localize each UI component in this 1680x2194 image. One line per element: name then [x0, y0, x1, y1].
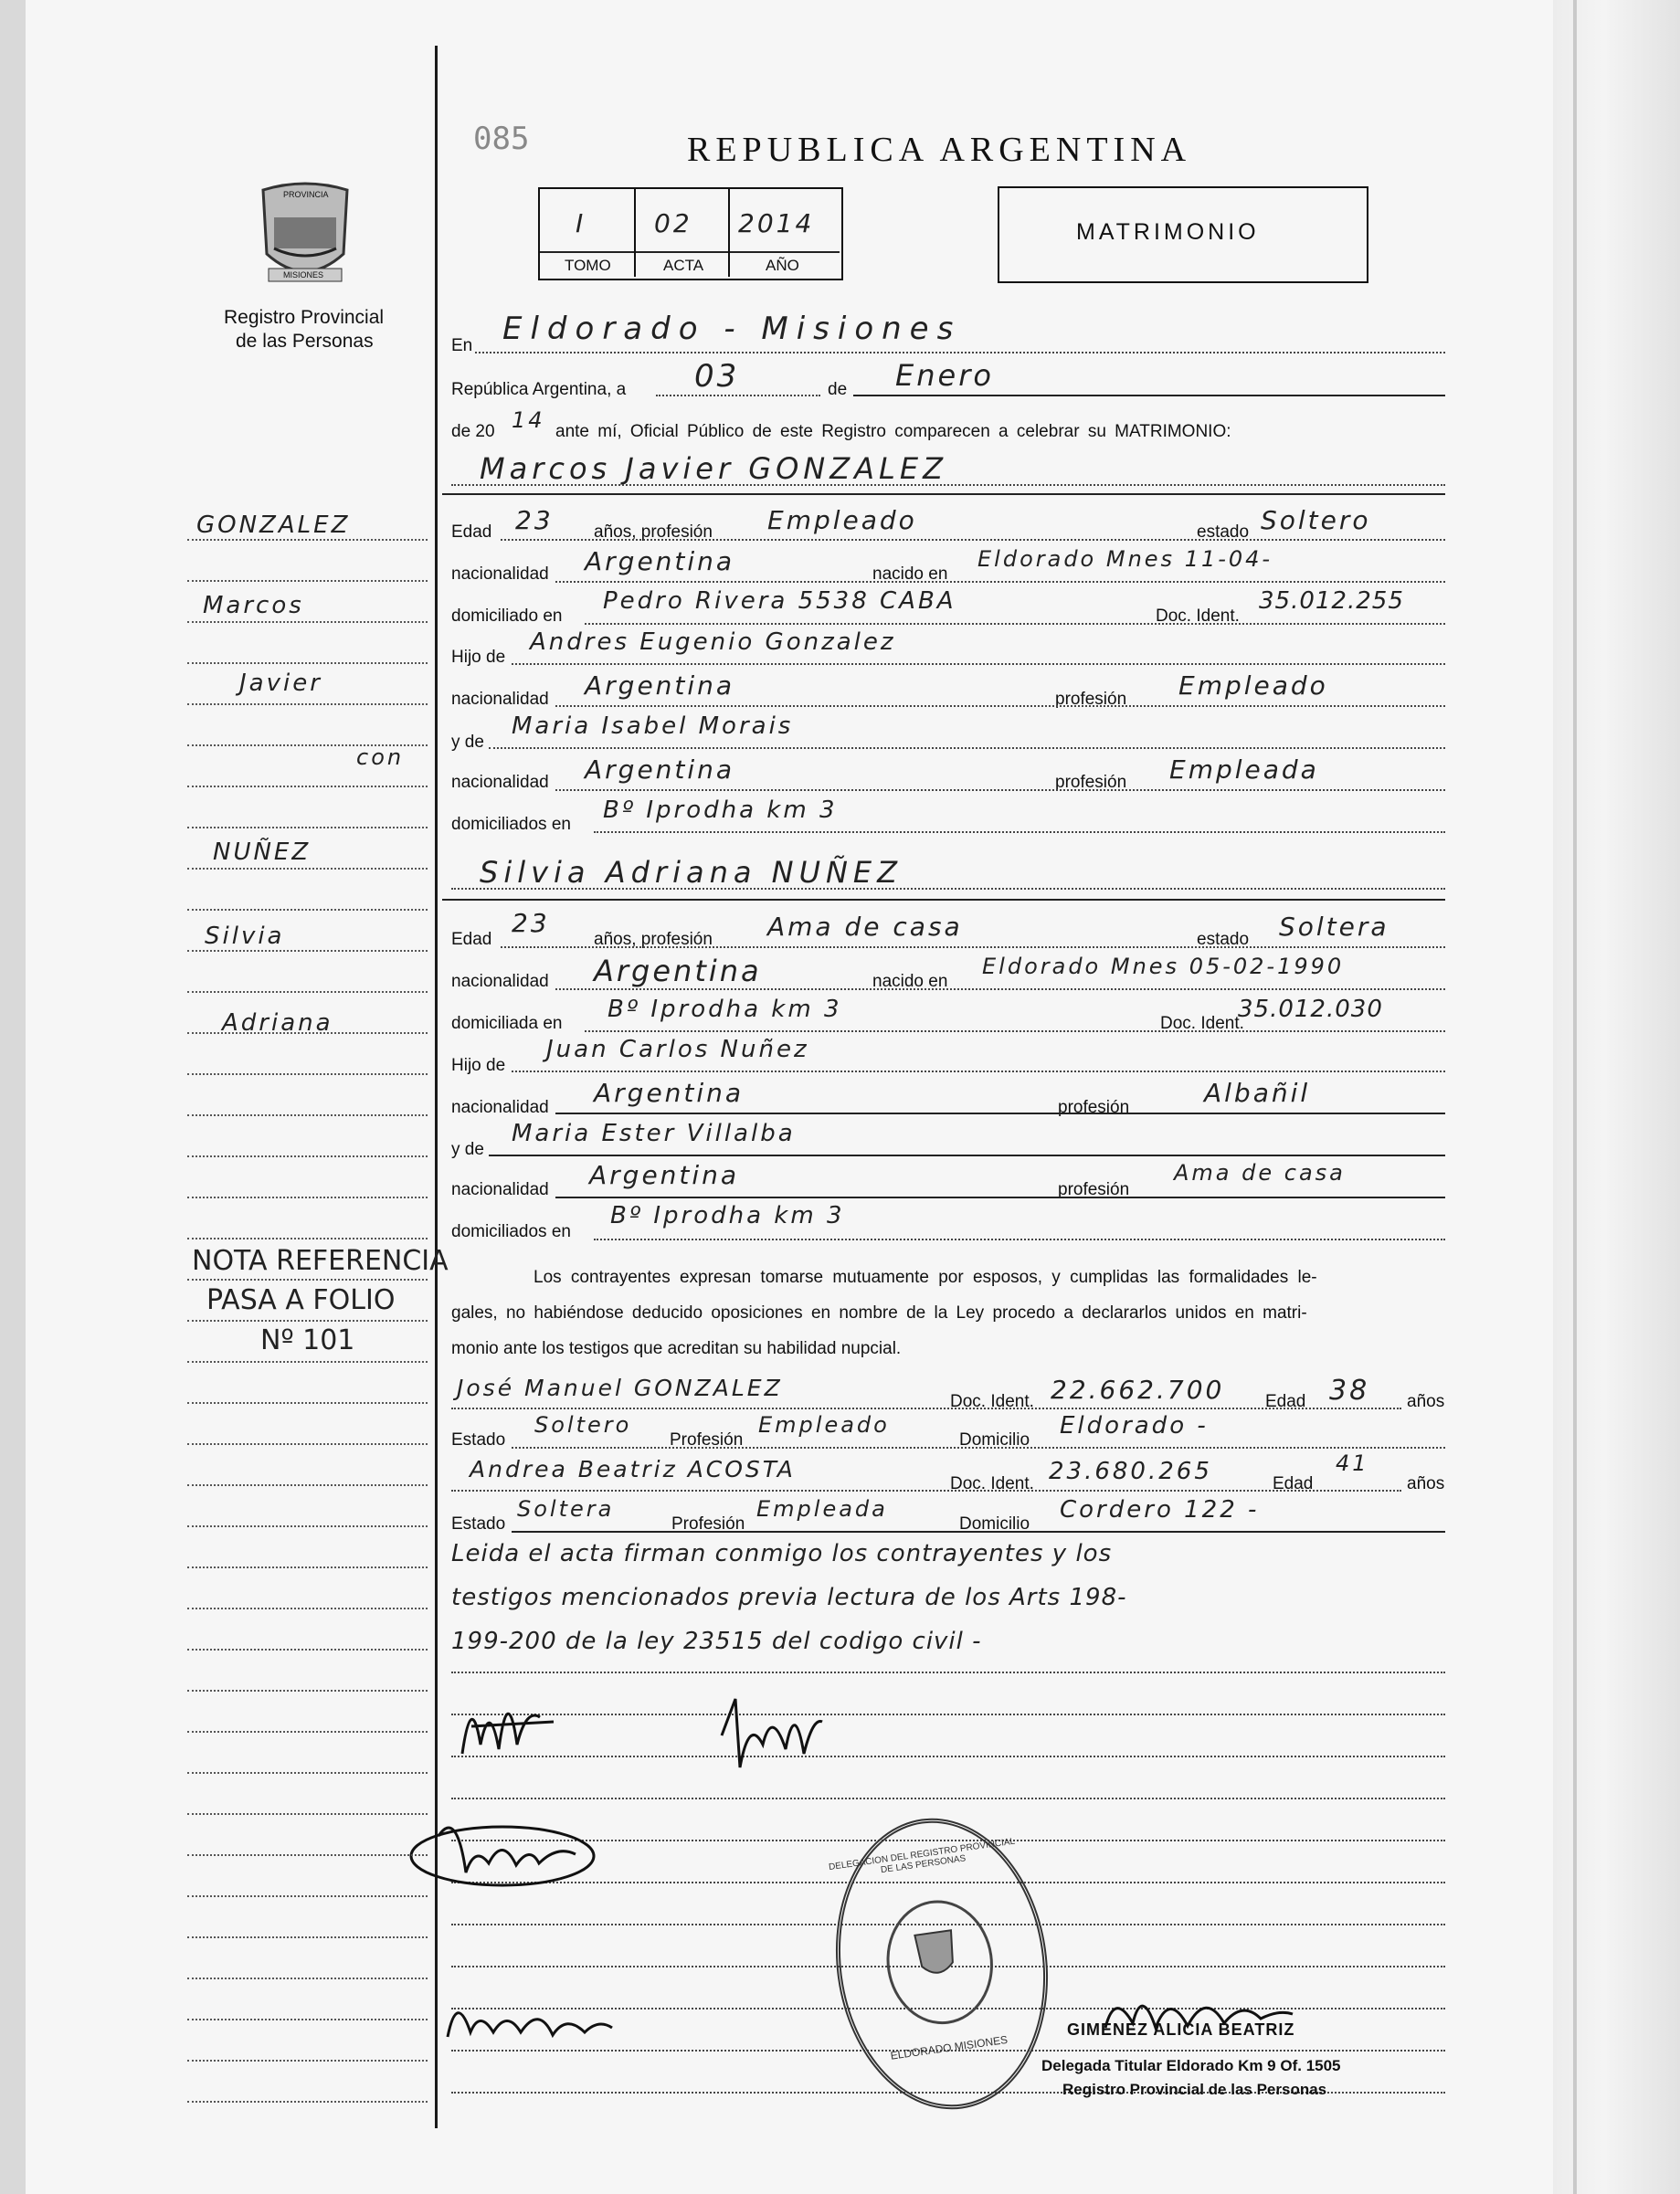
bride-estado-label: estado [1197, 930, 1250, 949]
witness2-name: Andrea Beatriz ACOSTA [470, 1456, 796, 1482]
registry-emblem [256, 181, 354, 290]
year-suffix: 14 [512, 407, 545, 433]
groom-estado-label: estado [1197, 522, 1250, 542]
bride-mother-prof-label: profesión [1058, 1180, 1130, 1199]
margin-ruled-line [187, 1155, 428, 1157]
margin-note-line3: Nº 101 [260, 1324, 355, 1356]
margin-ruled-line [187, 909, 428, 911]
groom-edad-label: Edad [451, 522, 492, 542]
bride-nat-label: nacionalidad [451, 972, 549, 991]
margin-ruled-line [187, 1772, 428, 1774]
declaration-line3: monio ante los testigos que acreditan su habilidad nupcial. [451, 1339, 902, 1358]
witness1-estado-label: Estado [451, 1430, 506, 1450]
month-value: Enero [895, 358, 994, 393]
ruled-line [451, 1672, 1445, 1673]
bride-mother-label: y de [451, 1140, 484, 1159]
bride-father-nat-label: nacionalidad [451, 1098, 549, 1117]
witness1-doc-label: Doc. Ident. [950, 1392, 1034, 1411]
margin-ruled-line [187, 2019, 428, 2020]
tomo-value: I [576, 208, 586, 238]
witness1-doc: 22.662.700 [1051, 1375, 1225, 1405]
margin-ruled-line [187, 1197, 428, 1198]
margin-name-given2: Javier [239, 670, 322, 697]
margin-ruled-line [187, 580, 428, 582]
year-prefix: de 20 [451, 422, 495, 441]
bride-father-prof: Albañil [1204, 1078, 1311, 1108]
bride-father-nat: Argentina [594, 1078, 745, 1108]
witness2-estado-label: Estado [451, 1514, 506, 1534]
groom-father-nat-label: nacionalidad [451, 690, 549, 709]
witness2-doc: 23.680.265 [1049, 1458, 1212, 1485]
groom-age: 23 [515, 505, 554, 535]
margin-note-line2: PASA A FOLIO [206, 1284, 396, 1316]
margin-name-surname1: GONZALEZ [196, 512, 351, 539]
bride-edad-label: Edad [451, 930, 492, 949]
folio-number: 085 [473, 121, 530, 157]
margin-ruled-line [187, 1731, 428, 1733]
margin-ruled-line [187, 1361, 428, 1363]
margin-ruled-line [187, 1566, 428, 1568]
groom-nat-label: nacionalidad [451, 564, 549, 584]
acta-value: 02 [654, 208, 692, 238]
acta-label: ACTA [663, 257, 704, 274]
witness1-prof-label: Profesión [670, 1430, 744, 1450]
bride-estado: Soltera [1279, 912, 1389, 942]
margin-ruled-line [187, 991, 428, 993]
page-edge [1553, 0, 1680, 2194]
bride-parents-dom-label: domiciliados en [451, 1222, 571, 1241]
groom-address: Pedro Rivera 5538 CABA [603, 587, 956, 615]
bride-mother: Maria Ester Villalba [512, 1120, 796, 1147]
margin-ruled-line [187, 1279, 428, 1281]
witness1-anos: años [1407, 1392, 1445, 1411]
intro-sentence: ante mí, Oficial Público de este Registro comparecen a celebrar su MATRIMONIO: [555, 422, 1231, 441]
delegate-registry: Registro Provincial de las Personas [1062, 2081, 1327, 2098]
seal-city: ELDORADO MISIONES [889, 2032, 1009, 2062]
declaration-line1: Los contrayentes expresan tomarse mutuamente por esposos, y cumplidas las formalidades le- [534, 1268, 1317, 1287]
margin-ruled-line [187, 1690, 428, 1692]
groom-doc: 35.012.255 [1259, 587, 1404, 615]
ruled-line [451, 1714, 1445, 1715]
witness1-prof: Empleado [758, 1412, 890, 1438]
groom-parents-dom-label: domiciliados en [451, 815, 571, 834]
closing-line1: Leida el acta firman conmigo los contrayentes y los [451, 1540, 1113, 1567]
margin-name-given3: Silvia [205, 923, 285, 950]
emblem-text-top: PROVINCIA [283, 190, 329, 199]
margin-ruled-line [187, 1895, 428, 1897]
margin-ruled-line [187, 539, 428, 541]
delegate-title: Delegada Titular Eldorado Km 9 Of. 1505 [1041, 2057, 1341, 2074]
groom-father-nat: Argentina [585, 670, 735, 701]
bride-father-prof-label: profesión [1058, 1098, 1130, 1117]
groom-father-prof-label: profesión [1055, 690, 1127, 709]
signature-witness1 [402, 1799, 612, 1900]
groom-father: Andres Eugenio Gonzalez [530, 628, 896, 656]
margin-ruled-line [187, 621, 428, 623]
margin-ruled-line [187, 1402, 428, 1404]
margin-ruled-line [187, 950, 428, 952]
groom-mother-prof: Empleada [1169, 754, 1319, 785]
witness2-anos: años [1407, 1474, 1445, 1493]
bride-doc: 35.012.030 [1238, 996, 1383, 1023]
record-type: MATRIMONIO [1076, 219, 1260, 245]
bride-parents-dom: Bº Iprodha km 3 [610, 1202, 845, 1229]
margin-ruled-line [187, 1114, 428, 1116]
margin-note-line1: NOTA REFERENCIA [192, 1245, 449, 1277]
witness1-domicile: Eldorado - [1060, 1412, 1209, 1440]
margin-name-given1: Marcos [203, 592, 304, 619]
tomo-label: TOMO [565, 257, 611, 274]
signature-witness2 [438, 1982, 621, 2055]
witness2-doc-label: Doc. Ident. [950, 1474, 1034, 1493]
margin-ruled-line [187, 827, 428, 828]
margin-ruled-line [187, 2060, 428, 2062]
closing-line2: testigos mencionados previa lectura de los Arts 198- [451, 1584, 1127, 1611]
bride-doc-label: Doc. Ident. [1160, 1014, 1244, 1033]
en-label: En [451, 336, 473, 355]
witness2-age: 41 [1336, 1450, 1369, 1476]
groom-estado: Soltero [1261, 505, 1371, 535]
margin-ruled-line [187, 2101, 428, 2103]
witness2-prof-label: Profesión [671, 1514, 745, 1534]
witness1-age: 38 [1329, 1375, 1370, 1407]
anio-value: 2014 [738, 208, 815, 238]
groom-mother: Maria Isabel Morais [512, 712, 794, 740]
margin-ruled-line [187, 868, 428, 870]
witness2-edad-label: Edad [1273, 1474, 1314, 1493]
delegate-name: GIMENEZ ALICIA BEATRIZ [1067, 2020, 1295, 2039]
signature-bride [713, 1681, 831, 1781]
groom-father-prof: Empleado [1178, 670, 1328, 701]
bride-dom-label: domiciliada en [451, 1014, 563, 1033]
anio-label: AÑO [766, 257, 799, 274]
groom-mother-nat-label: nacionalidad [451, 773, 549, 792]
bride-father: Juan Carlos Nuñez [546, 1036, 809, 1063]
groom-profession: Empleado [767, 505, 917, 535]
bride-mother-nat: Argentina [589, 1160, 740, 1190]
margin-ruled-line [187, 1073, 428, 1075]
margin-ruled-line [187, 1854, 428, 1856]
witness2-prof: Empleada [756, 1496, 888, 1522]
bride-name: Silvia Adriana NUÑEZ [480, 855, 903, 890]
witness1-name: José Manuel GONZALEZ [457, 1375, 783, 1401]
place-value: Eldorado - Misiones [502, 311, 962, 347]
witness2-estado: Soltera [517, 1496, 615, 1522]
witness1-dom-label: Domicilio [959, 1430, 1030, 1450]
groom-mother-nat: Argentina [585, 754, 735, 785]
groom-born: Eldorado Mnes 11-04- [977, 546, 1273, 572]
republic-title: REPUBLICA ARGENTINA [687, 131, 1192, 169]
witness2-dom-label: Domicilio [959, 1514, 1030, 1534]
margin-ruled-line [187, 1320, 428, 1322]
seal-shield-icon [910, 1925, 963, 1986]
margin-ruled-line [187, 662, 428, 664]
groom-mother-label: y de [451, 733, 484, 752]
groom-parents-dom: Bº Iprodha km 3 [603, 796, 838, 824]
margin-ruled-line [187, 1813, 428, 1815]
groom-prof-label: años, profesión [594, 522, 713, 542]
margin-ruled-line [187, 1649, 428, 1651]
registry-name-line1: Registro Provincial [224, 307, 385, 328]
margin-ruled-line [187, 786, 428, 787]
margin-ruled-line [187, 1238, 428, 1239]
bride-address: Bº Iprodha km 3 [608, 996, 842, 1023]
closing-line3: 199-200 de la ley 23515 del codigo civil - [451, 1628, 982, 1655]
margin-ruled-line [187, 1978, 428, 1979]
margin-ruled-line [187, 1484, 428, 1486]
declaration-line2: gales, no habiéndose deducido oposiciones en nombre de la Ley procedo a declararlos unidos en matri- [451, 1303, 1307, 1323]
bride-born: Eldorado Mnes 05-02-1990 [982, 954, 1345, 979]
groom-born-label: nacido en [872, 564, 948, 584]
registry-name-line2: de las Personas [236, 331, 374, 352]
ruled-line [451, 1756, 1445, 1757]
witness1-estado: Soltero [534, 1412, 632, 1438]
margin-name-given4: Adriana [222, 1009, 333, 1037]
groom-doc-label: Doc. Ident. [1156, 607, 1240, 626]
margin-name-surname2: NUÑEZ [213, 839, 312, 866]
margin-ruled-line [187, 703, 428, 705]
bride-prof-label: años, profesión [594, 930, 713, 949]
day-value: 03 [694, 358, 740, 395]
witness2-domicile: Cordero 122 - [1060, 1496, 1260, 1524]
de-label: de [828, 380, 848, 399]
signature-groom [453, 1672, 563, 1772]
margin-ruled-line [187, 1443, 428, 1445]
bride-father-label: Hijo de [451, 1056, 506, 1075]
bride-mother-prof: Ama de casa [1174, 1160, 1346, 1186]
margin-ruled-line [187, 1608, 428, 1609]
margin-con: con [356, 744, 405, 770]
republic-label: República Argentina, a [451, 380, 627, 399]
emblem-text-bottom: MISIONES [283, 270, 324, 280]
groom-mother-prof-label: profesión [1055, 773, 1127, 792]
groom-dom-label: domiciliado en [451, 607, 563, 626]
bride-profession: Ama de casa [767, 912, 963, 942]
bride-born-label: nacido en [872, 972, 948, 991]
seal-ring-text: DELEGACION DEL REGISTRO PROVINCIAL DE LAS PERSONAS [828, 1836, 1016, 1876]
groom-nationality: Argentina [585, 546, 735, 576]
bride-age: 23 [512, 908, 550, 938]
witness1-edad-label: Edad [1265, 1392, 1306, 1411]
margin-ruled-line [187, 1525, 428, 1527]
bride-mother-nat-label: nacionalidad [451, 1180, 549, 1199]
groom-father-label: Hijo de [451, 648, 506, 667]
binding-gutter [1573, 0, 1577, 2194]
margin-ruled-line [187, 1936, 428, 1938]
bride-nationality: Argentina [594, 954, 762, 988]
groom-name: Marcos Javier GONZALEZ [480, 451, 947, 486]
